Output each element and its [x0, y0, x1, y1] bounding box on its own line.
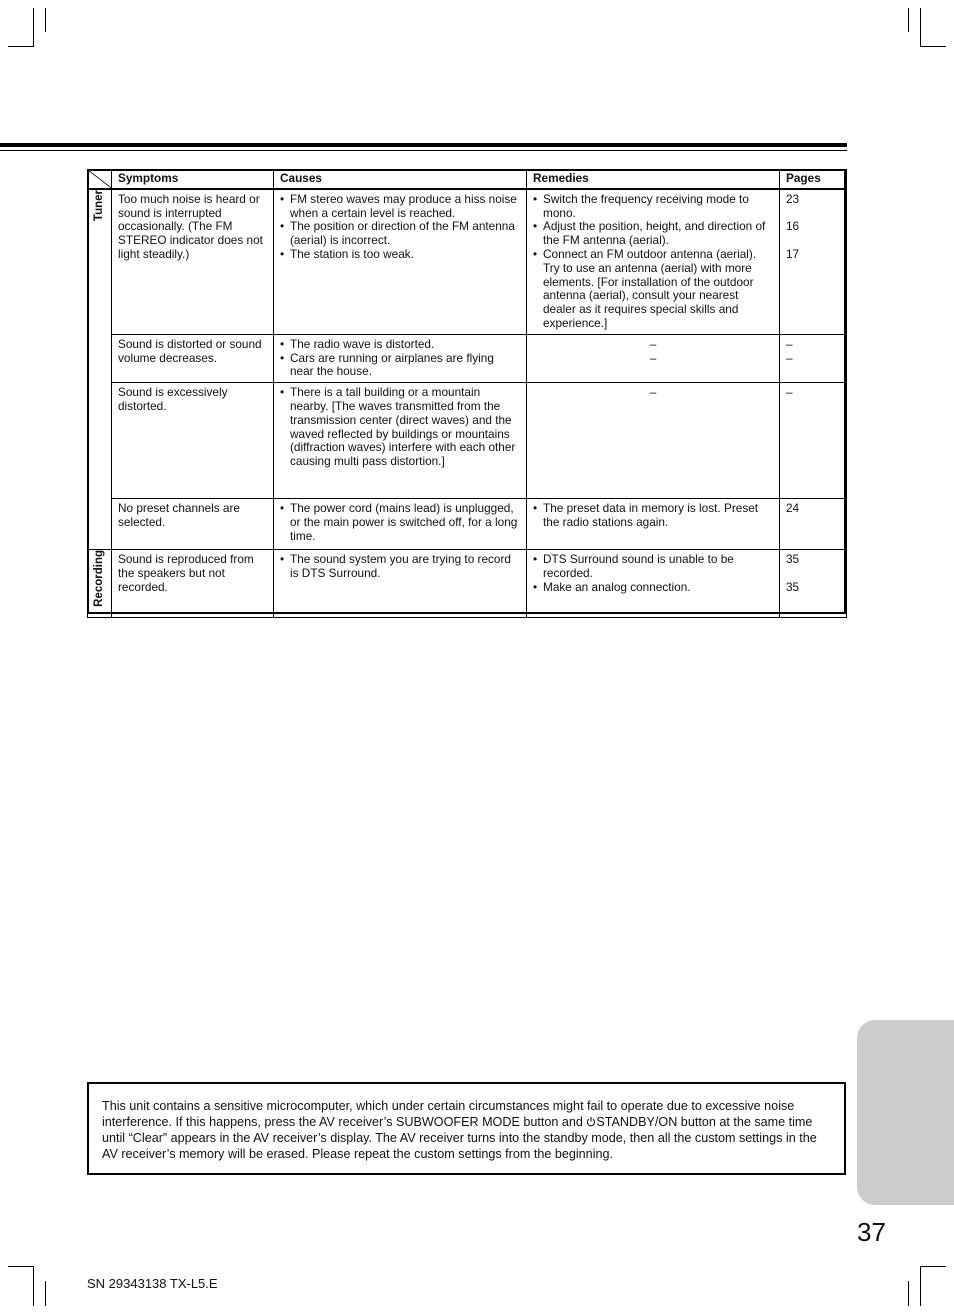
- remedy-dash: –: [649, 350, 657, 365]
- section-label-tuner: Tuner: [92, 189, 105, 221]
- remedies-cell: [527, 383, 780, 499]
- page-number: 37: [857, 1217, 886, 1247]
- remedies-cell: [527, 550, 780, 618]
- troubleshooting-table: [87, 169, 847, 618]
- remedy-dash: –: [649, 336, 657, 351]
- symptom-cell: Too much noise is heard or sound is interrupted occasionally. (The FM STEREO indicator does not light steadily.): [112, 189, 274, 334]
- pages-cell: [780, 189, 847, 334]
- crop-mark: [908, 8, 909, 32]
- cause-item: • The position or direction of the FM antenna (aerial) is incorrect.: [280, 220, 520, 248]
- cause-item: • The power cord (mains lead) is unplugged, or the main power is switched off, for a long time.: [280, 502, 520, 543]
- cause-item: • Cars are running or airplanes are flying near the house.: [280, 352, 520, 380]
- side-tab: [857, 1020, 954, 1205]
- page-ref: –: [786, 350, 793, 365]
- table-row: [88, 499, 847, 550]
- crop-mark: [908, 1281, 909, 1306]
- footer-code: SN 29343138 TX-L5.E: [87, 1276, 218, 1291]
- symptom-cell: Sound is distorted or sound volume decreases.: [112, 334, 274, 382]
- remedy-item: • Make an analog connection.: [533, 581, 773, 595]
- pages-cell: [780, 334, 847, 382]
- causes-cell: [274, 499, 527, 550]
- crop-mark: [920, 8, 921, 47]
- header-pages: Pages: [780, 170, 847, 189]
- causes-cell: [274, 189, 527, 334]
- pages-cell: [780, 550, 847, 618]
- table-row: [88, 189, 847, 334]
- crop-mark: [45, 1281, 46, 1306]
- section-label-tuner-cell: [88, 189, 112, 550]
- remedies-cell: [527, 499, 780, 550]
- causes-cell: [274, 550, 527, 618]
- section-label-recording-cell: [88, 550, 112, 618]
- page-ref: 17: [786, 246, 800, 261]
- pages-cell: [780, 383, 847, 499]
- remedy-dash: –: [649, 385, 657, 400]
- table-row: [88, 383, 847, 499]
- cause-item: • FM stereo waves may produce a hiss noise when a certain level is reached.: [280, 193, 520, 221]
- cause-item: • There is a tall building or a mountain nearby. [The waves transmitted from the transmission center (direct waves) and the waved reflected by buildings or mountains (diffraction waves) interfere with each other causing multi pass distortion.]: [280, 386, 520, 469]
- page-ref: 24: [786, 501, 800, 516]
- table-row: [88, 334, 847, 382]
- symptom-cell: Sound is reproduced from the speakers but not recorded.: [112, 550, 274, 618]
- remedy-item: • DTS Surround sound is unable to be recorded.: [533, 553, 773, 581]
- page-ref: –: [786, 336, 793, 351]
- page-ref: 16: [786, 219, 800, 234]
- symptom-cell: No preset channels are selected.: [112, 499, 274, 550]
- remedy-item: • Connect an FM outdoor antenna (aerial). Try to use an antenna (aerial) with more elements. [For installation of the outdoor antenna (aerial), consult your nearest dealer as it requires special skills and experience.]: [533, 248, 773, 331]
- cause-item: • The radio wave is distorted.: [280, 338, 520, 352]
- notice-box: [87, 1082, 846, 1175]
- causes-cell: [274, 383, 527, 499]
- causes-cell: [274, 334, 527, 382]
- table-row: [88, 550, 847, 618]
- crop-mark: [920, 1266, 921, 1306]
- page-ref: 23: [786, 191, 800, 206]
- cause-item: • The sound system you are trying to record is DTS Surround.: [280, 553, 520, 581]
- crop-mark: [920, 1266, 946, 1267]
- notice-text-1: This unit contains a sensitive microcomputer, which under certain circumstances might fail to operate due to excessive noise interference. If this happens, press the AV receiver’s SUBWOOFER MODE button and: [102, 1099, 795, 1129]
- page-ref: –: [786, 385, 793, 400]
- crop-mark: [45, 8, 46, 32]
- page-ref: [786, 567, 840, 581]
- cause-item: • The station is too weak.: [280, 248, 520, 262]
- pages-cell: [780, 499, 847, 550]
- section-label-recording: Recording: [92, 550, 105, 608]
- crop-mark: [920, 46, 946, 47]
- header-rule: [0, 143, 847, 147]
- crop-mark: [8, 1266, 33, 1267]
- notice-text-2: STANDBY/ON button at the same time until “Clear” appears in the AV receiver’s display. The AV receiver turns into the standby mode, then all the custom settings in the AV receiver’s memory will be erased. Please repeat the custom settings from the beginning.: [102, 1115, 817, 1161]
- remedy-item: • The preset data in memory is lost. Preset the radio stations again.: [533, 502, 773, 530]
- crop-mark: [8, 46, 33, 47]
- crop-mark: [33, 1266, 34, 1306]
- page-ref: 35: [786, 552, 800, 567]
- crop-mark: [33, 8, 34, 47]
- header-symptoms: Symptoms: [112, 170, 274, 189]
- power-standby-icon: [586, 1115, 596, 1126]
- table-header-row: [88, 170, 847, 189]
- header-remedies: Remedies: [527, 170, 780, 189]
- remedies-cell: [527, 334, 780, 382]
- header-corner: [88, 170, 112, 189]
- remedies-cell: [527, 189, 780, 334]
- header-causes: Causes: [274, 170, 527, 189]
- page-ref: 35: [786, 579, 800, 594]
- page-ref: [786, 234, 840, 248]
- remedy-item: • Switch the frequency receiving mode to mono.: [533, 193, 773, 221]
- header-rule-thin: [0, 150, 847, 151]
- symptom-cell: Sound is excessively distorted.: [112, 383, 274, 499]
- page-ref: [786, 207, 840, 221]
- remedy-item: • Adjust the position, height, and direction of the FM antenna (aerial).: [533, 220, 773, 248]
